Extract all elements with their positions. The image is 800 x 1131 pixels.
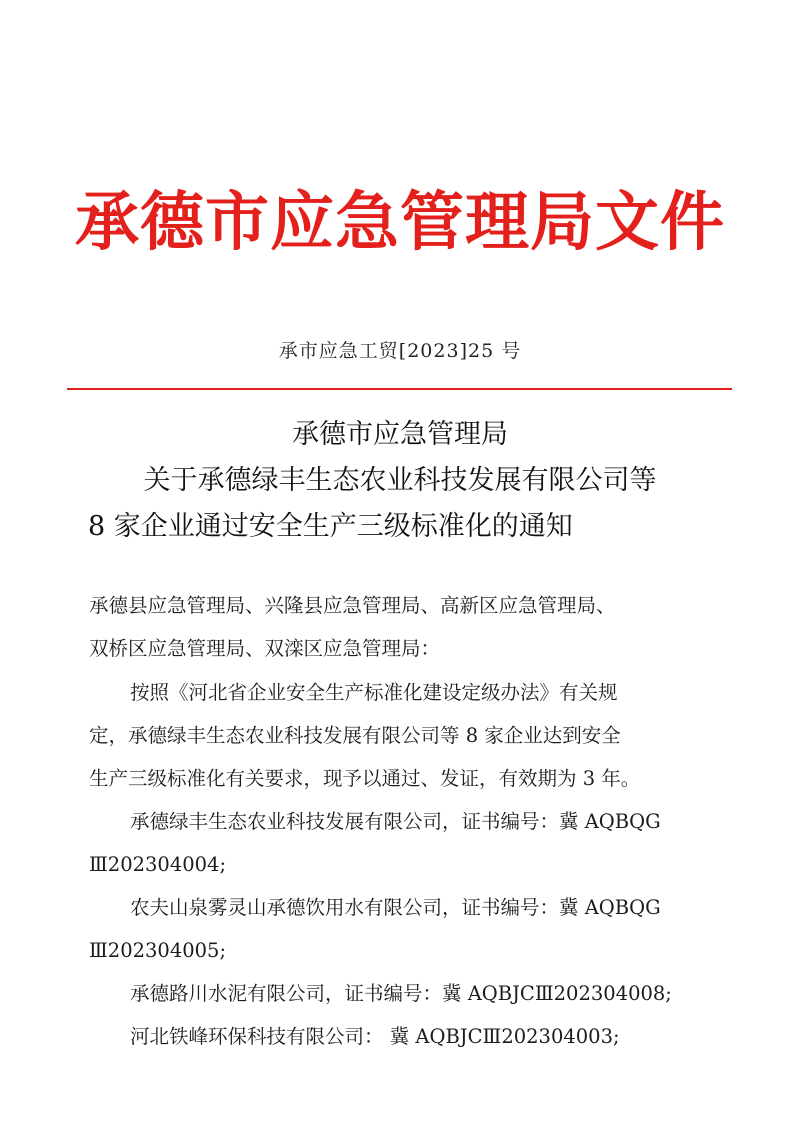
paragraph-1-line-3: 生产三级标准化有关要求，现予以通过、发证，有效期为 3 年。 (89, 767, 641, 790)
company-2-line-2: Ⅲ202304005; (89, 939, 227, 962)
notice-title-line-3: 8 家企业通过安全生产三级标准化的通知 (88, 511, 573, 542)
document-number: 承市应急工贸[2023]25 号 (278, 340, 522, 362)
red-separator-line (67, 388, 732, 390)
company-2-line-1: 农夫山泉雾灵山承德饮用水有限公司，证书编号：冀 AQBQG (130, 896, 661, 919)
notice-title-line-2: 关于承德绿丰生态农业科技发展有限公司等 (143, 465, 657, 496)
company-4: 河北铁峰环保科技有限公司： 冀 AQBJCⅢ202304003; (130, 1025, 620, 1048)
document-masthead: 承德市应急管理局文件 (75, 186, 725, 260)
recipients-line-1: 承德县应急管理局、兴隆县应急管理局、高新区应急管理局、 (89, 594, 616, 617)
company-1-line-2: Ⅲ202304004; (89, 853, 227, 876)
company-3: 承德路川水泥有限公司，证书编号：冀 AQBJCⅢ202304008; (130, 982, 672, 1005)
company-1-line-1: 承德绿丰生态农业科技发展有限公司，证书编号：冀 AQBQG (130, 810, 661, 833)
recipients-line-2: 双桥区应急管理局、双滦区应急管理局： (89, 637, 441, 660)
paragraph-1-line-2: 定，承德绿丰生态农业科技发展有限公司等 8 家企业达到安全 (89, 724, 621, 747)
paragraph-1-line-1: 按照《河北省企业安全生产标准化建设定级办法》有关规 (130, 681, 618, 704)
notice-title-line-1: 承德市应急管理局 (292, 419, 508, 450)
